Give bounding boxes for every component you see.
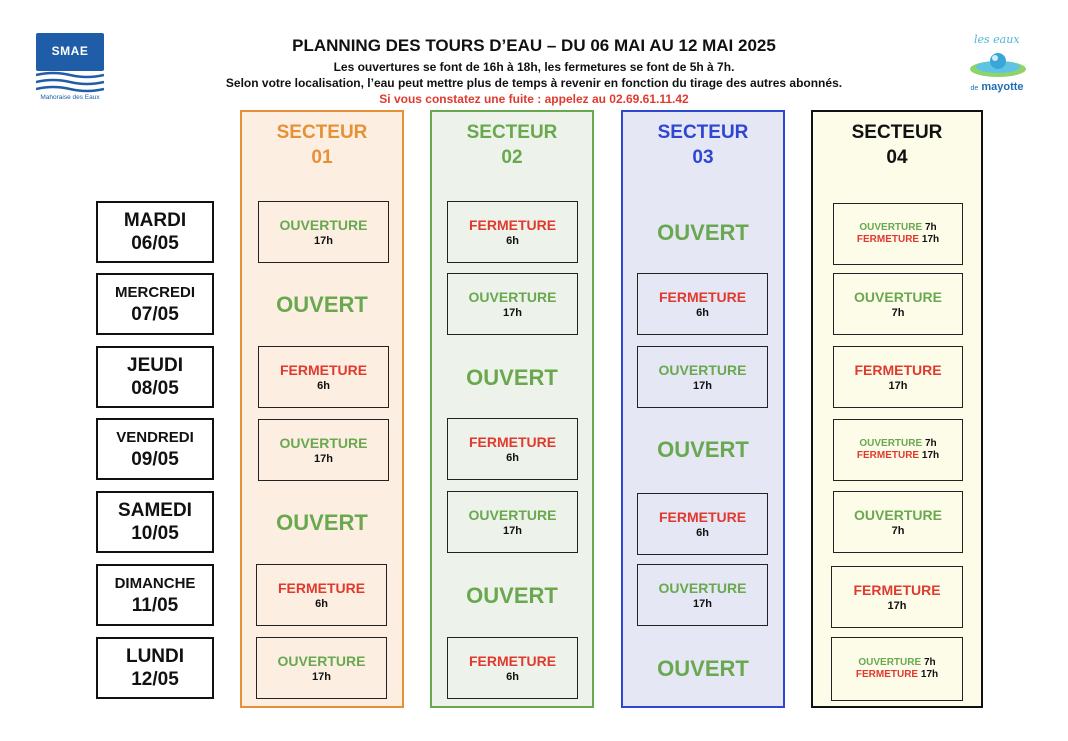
- s2-day6-cell: OUVERT: [466, 583, 558, 608]
- s1-day7-cell: OUVERTURE 17h: [256, 637, 387, 699]
- s3-day2-cell: FERMETURE 6h: [637, 273, 768, 335]
- s3-day7-cell: OUVERT: [657, 656, 749, 681]
- s2-day2-cell: OUVERTURE 17h: [447, 273, 578, 335]
- s4-day2-cell: OUVERTURE 7h: [833, 273, 963, 335]
- info-leak-phone: Si vous constatez une fuite : appelez au 02.69.61.11.42: [379, 92, 689, 106]
- s3-day1-cell: OUVERT: [657, 220, 749, 245]
- s2-day3-cell: OUVERT: [466, 365, 558, 390]
- s4-day1-cell: OUVERTURE 7h FERMETURE 17h: [833, 203, 963, 265]
- s1-day5-cell: OUVERT: [276, 510, 368, 535]
- s1-day1-cell: OUVERTURE 17h: [258, 201, 389, 263]
- s3-day6-cell: OUVERTURE 17h: [637, 564, 768, 626]
- s4-day3-cell: FERMETURE 17h: [833, 346, 963, 408]
- s4-day7-cell: OUVERTURE 7h FERMETURE 17h: [831, 637, 963, 701]
- info-opening-times: Les ouvertures se font de 16h à 18h, les fermetures se font de 5h à 7h.: [333, 60, 735, 74]
- sector-02-title: SECTEUR 02: [466, 122, 558, 168]
- day-wednesday: MERCREDI 07/05: [96, 273, 214, 335]
- s3-day3-cell: OUVERTURE 17h: [637, 346, 768, 408]
- day-friday: VENDREDI 09/05: [96, 418, 214, 480]
- smae-logo-text: SMAE: [51, 44, 89, 58]
- s3-day5-cell: FERMETURE 6h: [637, 493, 768, 555]
- s1-day2-cell: OUVERT: [276, 292, 368, 317]
- day-thursday: JEUDI 08/05: [96, 346, 214, 408]
- s2-day1-cell: FERMETURE 6h: [447, 201, 578, 263]
- s4-day4-cell: OUVERTURE 7h FERMETURE 17h: [833, 419, 963, 481]
- day-tuesday: MARDI 06/05: [96, 201, 214, 263]
- day-sunday: DIMANCHE 11/05: [96, 564, 214, 626]
- eaux-logo-top: les eaux: [974, 33, 1020, 46]
- s3-day4-cell: OUVERT: [657, 437, 749, 462]
- s2-day7-cell: FERMETURE 6h: [447, 637, 578, 699]
- eaux-logo-name: de mayotte: [970, 81, 1024, 93]
- sector-01-title: SECTEUR 01: [276, 122, 368, 168]
- s1-day4-cell: OUVERTURE 17h: [258, 419, 389, 481]
- day-saturday: SAMEDI 10/05: [96, 491, 214, 553]
- s1-day3-cell: FERMETURE 6h: [258, 346, 389, 408]
- day-monday: LUNDI 12/05: [96, 637, 214, 699]
- sector-04-title: SECTEUR 04: [851, 122, 943, 168]
- s4-day5-cell: OUVERTURE 7h: [833, 491, 963, 553]
- sector-03-title: SECTEUR 03: [657, 122, 749, 168]
- s4-day6-cell: FERMETURE 17h: [831, 566, 963, 628]
- s2-day5-cell: OUVERTURE 17h: [447, 491, 578, 553]
- s1-day6-cell: FERMETURE 6h: [256, 564, 387, 626]
- page-title: PLANNING DES TOURS D’EAU – DU 06 MAI AU 12 MAI 2025: [292, 36, 776, 55]
- info-localisation: Selon votre localisation, l’eau peut mettre plus de temps à revenir en fonction du tirage des autres abonnés.: [225, 76, 843, 90]
- smae-logo-subtitle: Mahoraise des Eaux: [40, 94, 100, 101]
- s2-day4-cell: FERMETURE 6h: [447, 418, 578, 480]
